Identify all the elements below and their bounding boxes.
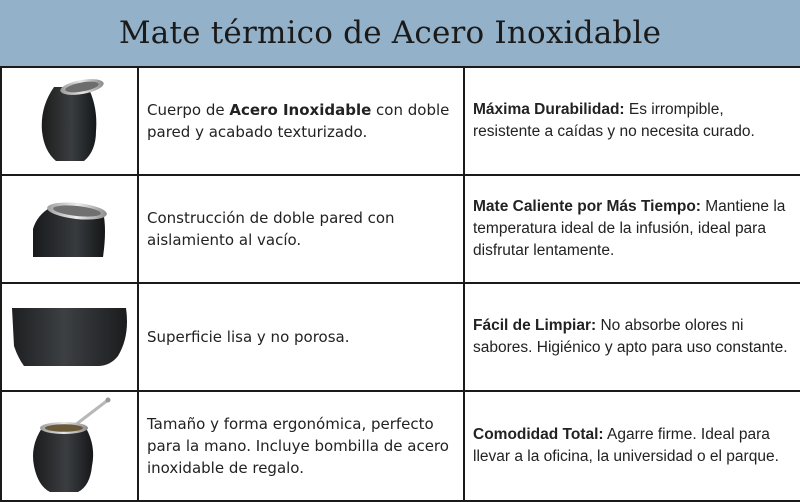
feature-description: Tamaño y forma ergonómica, perfecto para la mano. Incluye bombilla de acero inoxidable de regalo.	[138, 391, 464, 501]
feature-benefit	[464, 391, 800, 501]
feature-description: Cuerpo de Acero Inoxidable con doble pared y acabado texturizado.	[138, 67, 464, 175]
mate-with-bombilla-icon	[20, 396, 120, 496]
product-image-cell	[1, 175, 138, 283]
feature-benefit	[464, 67, 800, 175]
mate-surface-icon	[10, 306, 130, 368]
feature-table	[0, 66, 800, 502]
feature-benefit	[464, 283, 800, 391]
benefit-text: No absorbe olores ni sabores. Higiénico y apto para uso constante.	[473, 317, 788, 356]
feature-description: Superficie lisa y no porosa.	[138, 283, 464, 391]
benefit-text: Agarre firme. Ideal para llevar a la oficina, la universidad o el parque.	[473, 426, 779, 465]
benefit-text: Es irrompible, resistente a caídas y no necesita curado.	[473, 101, 755, 140]
benefit-title: Comodidad Total:	[473, 426, 604, 443]
page-title: Mate térmico de Acero Inoxidable	[118, 15, 662, 51]
benefit-title: Máxima Durabilidad:	[473, 101, 625, 118]
title-banner	[0, 0, 800, 66]
mate-cup-rim-icon	[25, 199, 115, 259]
mate-cup-icon	[30, 73, 110, 169]
table-row	[1, 283, 800, 391]
product-image-cell	[1, 283, 138, 391]
benefit-text: Mantiene la temperatura ideal de la infusión, ideal para disfrutar lentamente.	[473, 198, 786, 259]
table-row	[1, 391, 800, 501]
benefit-title: Fácil de Limpiar:	[473, 317, 597, 334]
table-row	[1, 67, 800, 175]
benefit-title: Mate Caliente por Más Tiempo:	[473, 198, 701, 215]
product-image-cell	[1, 391, 138, 501]
product-image-cell	[1, 67, 138, 175]
table-row	[1, 175, 800, 283]
feature-description: Construcción de doble pared con aislamiento al vacío.	[138, 175, 464, 283]
feature-benefit	[464, 175, 800, 283]
